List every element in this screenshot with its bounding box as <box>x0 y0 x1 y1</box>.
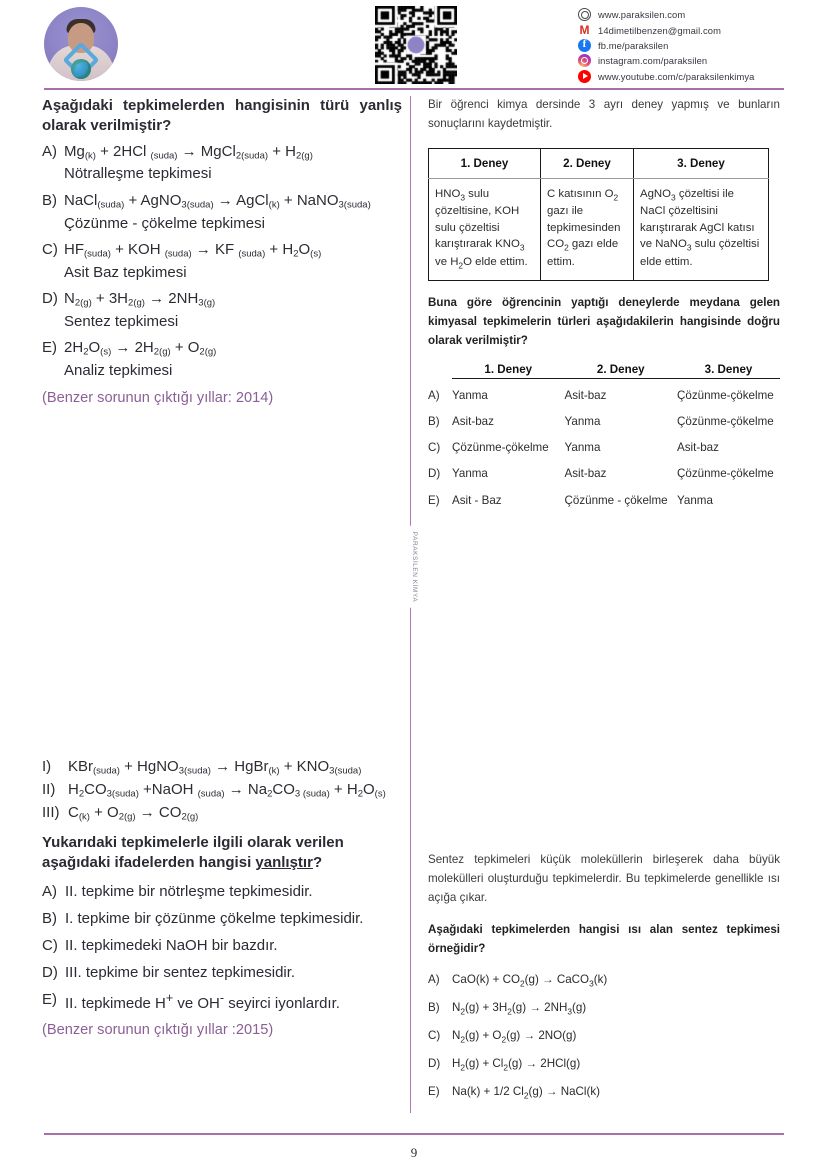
table-header-cell: 3. Deney <box>634 148 769 178</box>
reaction-label: II) <box>42 780 56 798</box>
youtube-icon <box>578 70 591 83</box>
reaction-i <box>42 756 414 778</box>
page-header <box>0 0 828 92</box>
option-label: A) <box>42 142 57 160</box>
question-3-option-a[interactable] <box>428 388 780 404</box>
social-link-label: instagram.com/paraksilen <box>598 55 708 67</box>
question-4-stem: Aşağıdaki tepkimelerden hangisi ısı alan sentez tepkimesi örneğidir? <box>428 923 780 956</box>
reaction-iii <box>42 802 414 824</box>
question-1-source-note: (Benzer sorunun çıktığı yıllar: 2014) <box>42 389 274 406</box>
option-label: B) <box>428 415 440 429</box>
table-cell-experiment-2: C katısının $O_2$ gazı ile tepkimesinden $CO_2$ gazı elde ettim. <box>541 178 634 281</box>
avatar <box>44 7 118 81</box>
experiments-table <box>428 148 769 282</box>
question-2-option-a[interactable] <box>42 882 414 902</box>
table-cell-experiment-3: AgNO$_3$ çözeltisi ile NaCl çözeltisini karıştırarak AgCl katısı ve NaNO$_3$ sulu çözeltisi elde ettim. <box>640 187 760 268</box>
question-4-option-e[interactable] <box>428 1083 780 1102</box>
question-1-option-e[interactable] <box>42 338 402 359</box>
option-equation: $N_2(g) + 3H_2(g) \to 2NH_3(g)$ <box>452 1000 587 1017</box>
right-column <box>428 96 780 519</box>
facebook-icon <box>578 39 591 52</box>
question-1-option-e-type: Analiz tepkimesi <box>64 362 173 380</box>
page-number: 9 <box>410 1145 418 1160</box>
qr-code <box>375 6 457 84</box>
question-4-option-a[interactable] <box>428 971 780 990</box>
website-icon <box>578 8 591 21</box>
table-header-cell: 1. Deney <box>429 148 541 178</box>
question-3-option-e[interactable] <box>428 493 780 509</box>
social-link-label: www.paraksilen.com <box>598 9 686 21</box>
option-label: D) <box>42 290 58 308</box>
reaction-ii <box>42 779 414 801</box>
option-label: E) <box>428 1084 440 1098</box>
option-equation: $HF_{(suda)}$ + KOH $_{(suda)}$ → KF $_{(suda)} + H_2O_{(s)}$ <box>64 241 322 260</box>
social-link-facebook[interactable] <box>578 38 755 53</box>
question-2-block <box>42 756 414 1040</box>
option-value-1: Asit-baz <box>452 415 494 429</box>
question-1-option-d[interactable] <box>42 289 402 310</box>
question-3-option-d[interactable] <box>428 466 780 482</box>
option-text: II. tepkime bir nötrleşme tepkimesidir. <box>65 882 313 900</box>
option-label: E) <box>428 493 440 507</box>
question-3-intro: Bir öğrenci kimya dersinde 3 ayrı deney yapmış ve bunların sonuçlarını kaydetmiştir. <box>428 98 780 130</box>
option-value-1: Yanma <box>452 388 488 402</box>
question-4-block <box>428 851 780 1111</box>
option-label: C) <box>42 936 58 954</box>
content-columns <box>0 96 828 1119</box>
question-2-option-c[interactable] <box>42 936 414 956</box>
social-link-instagram[interactable] <box>578 53 755 68</box>
option-text: II. tepkimede H+ ve OH- seyirci iyonlardır. <box>65 991 340 1013</box>
question-1-option-d-type: Sentez tepkimesi <box>64 312 179 330</box>
watermark-label: PARAKSİLEN KİMYA <box>404 525 418 607</box>
option-value-2: Asit-baz <box>564 467 607 481</box>
option-value-2: Yanma <box>564 415 601 429</box>
question-1-stem: Aşağıdaki tepkimelerden hangisinin türü yanlış olarak verilmiştir? <box>42 97 402 134</box>
social-link-label: fb.me/paraksilen <box>598 39 669 51</box>
question-3-stem: Buna göre öğrencinin yaptığı deneylerde meydana gelen kimyasal tepkimelerin türleri aşağıdakilerin hangisinde doğru olarak verilmiştir? <box>428 296 780 348</box>
question-2-reactions <box>42 756 414 824</box>
option-equation: $CaO(k) + CO_2(g)$ → CaCO$_3$(k) <box>452 972 608 989</box>
reaction-equation: $C_{(k)} + O_{2(g)} \to CO_{2(g)}$ <box>68 803 199 823</box>
option-value-1: Asit - Baz <box>452 493 502 507</box>
instagram-icon <box>578 54 591 67</box>
option-equation: $N_2(g) + O_2(g) \to 2NO(g)$ <box>452 1028 577 1045</box>
option-text: II. tepkimedeki NaOH bir bazdır. <box>65 936 278 954</box>
option-label: D) <box>428 1056 441 1070</box>
reaction-equation: KBr$_{(suda)}$ + HgNO$_{3(suda)}$ → HgBr$_{(k)}$ + $KNO_{3(suda)}$ <box>68 758 362 777</box>
option-label: A) <box>428 388 440 402</box>
question-1-option-a-type: Nötralleşme tepkimesi <box>64 165 212 183</box>
answer-header-cell: 2. Deney <box>565 363 678 379</box>
option-value-2: Çözünme - çökelme <box>564 493 668 507</box>
option-equation: $2H_2O_{(s)} \to 2H_{2(g)} + O_{2(g)}$ <box>64 339 217 358</box>
reaction-equation: $H_2CO_{3(suda)}$ +NaOH $_{(suda)} \to Na_2CO_{3 (suda)} + H_2O_{(s)}$ <box>68 780 386 800</box>
question-4-intro: Sentez tepkimeleri küçük moleküllerin birleşerek daha büyük molekülleri oluşturduğu tepkimelerdir. Bu tepkimelerde genellikle ısı açığa çıkar. <box>428 853 780 904</box>
option-value-3: Çözünme-çökelme <box>677 388 774 402</box>
option-value-1: Yanma <box>452 467 488 481</box>
option-value-2: Yanma <box>564 441 601 455</box>
question-4-option-b[interactable] <box>428 999 780 1018</box>
answer-table-header <box>428 363 780 379</box>
question-4-option-c[interactable] <box>428 1027 780 1046</box>
option-text: III. tepkime bir sentez tepkimesidir. <box>65 964 296 982</box>
question-2-source-note: (Benzer sorunun çıktığı yıllar :2015) <box>42 1022 274 1039</box>
social-links <box>578 7 755 84</box>
question-3-option-c[interactable] <box>428 440 780 456</box>
option-value-3: Çözünme-çökelme <box>677 415 774 429</box>
option-value-3: Asit-baz <box>677 441 719 455</box>
option-value-3: Yanma <box>677 493 713 507</box>
social-link-gmail[interactable] <box>578 22 755 37</box>
social-link-website[interactable] <box>578 7 755 22</box>
question-2-stem: Yukarıdaki tepkimelerle ilgili olarak verilen aşağıdaki ifadelerden hangisi yanlıştır? <box>42 833 344 871</box>
table-header-row <box>429 148 769 178</box>
option-label: B) <box>428 1000 440 1014</box>
option-value-2: Asit-baz <box>564 388 607 402</box>
question-2-option-b[interactable] <box>42 909 414 929</box>
avatar-globe-icon <box>71 59 91 79</box>
question-1-option-b-type: Çözünme - çökelme tepkimesi <box>64 214 265 232</box>
table-row <box>429 178 769 281</box>
question-1-option-a[interactable] <box>42 142 402 163</box>
option-text: I. tepkime bir çözünme çökelme tepkimesidir. <box>65 909 364 927</box>
social-link-youtube[interactable] <box>578 69 755 84</box>
option-equation: $H_2(g) + Cl_2(g) \to 2HCl(g)$ <box>452 1056 581 1072</box>
option-label: C) <box>428 1028 441 1042</box>
option-label: A) <box>42 882 57 900</box>
left-column <box>42 96 402 408</box>
question-4-option-d[interactable] <box>428 1055 780 1074</box>
answer-header-cell: 3. Deney <box>677 363 780 379</box>
option-label: E) <box>42 339 57 357</box>
option-equation: $Mg_{(k)} + 2HCl$ $_{(suda)}$ → MgCl$_{2(suda)}$ + $H_{2(g)}$ <box>64 142 313 161</box>
footer-divider <box>44 1133 784 1135</box>
option-label: D) <box>42 964 58 982</box>
option-label: E) <box>42 991 57 1009</box>
social-link-label: 14dimetilbenzen@gmail.com <box>598 24 722 36</box>
question-2-option-d[interactable] <box>42 963 414 983</box>
option-label: C) <box>428 441 441 455</box>
social-link-label: www.youtube.com/c/paraksilenkimya <box>598 70 755 82</box>
option-label: B) <box>42 191 57 209</box>
reaction-label: I) <box>42 758 52 775</box>
question-1-option-c[interactable] <box>42 240 402 261</box>
answer-header-cell: 1. Deney <box>452 363 565 379</box>
option-label: D) <box>428 467 441 481</box>
option-value-3: Çözünme-çökelme <box>677 467 774 481</box>
spacer <box>428 363 452 379</box>
question-3-option-b[interactable] <box>428 414 780 430</box>
option-value-1: Çözünme-çökelme <box>452 441 549 455</box>
question-2-option-e[interactable] <box>42 990 414 1014</box>
option-equation: Na(k) + 1/2 $Cl_2(g)$ → NaCl(k) <box>452 1084 601 1100</box>
question-1-option-b[interactable] <box>42 191 402 212</box>
table-cell-experiment-1: $HNO_3$ sulu çözeltisine, KOH sulu çözeltisi karıştırarak $KNO_3$ ve $H_2O$ elde ettim. <box>429 178 541 281</box>
option-equation: NaCl$_{(suda)}$ + AgNO$_{3(suda)}$ → AgCl$_{(k)}$ + NaNO$_{3(suda)}$ <box>64 191 371 211</box>
gmail-icon <box>578 24 591 37</box>
table-header-cell: 2. Deney <box>541 148 634 178</box>
reaction-label: III) <box>42 803 60 821</box>
option-equation: $N_{2(g)} + 3H_{2(g)} \to 2NH_{3(g)}$ <box>64 290 216 309</box>
header-divider <box>44 88 784 90</box>
question-1-option-c-type: Asit Baz tepkimesi <box>64 263 187 281</box>
option-label: B) <box>42 909 57 927</box>
option-label: C) <box>42 241 58 259</box>
option-label: A) <box>428 972 440 986</box>
